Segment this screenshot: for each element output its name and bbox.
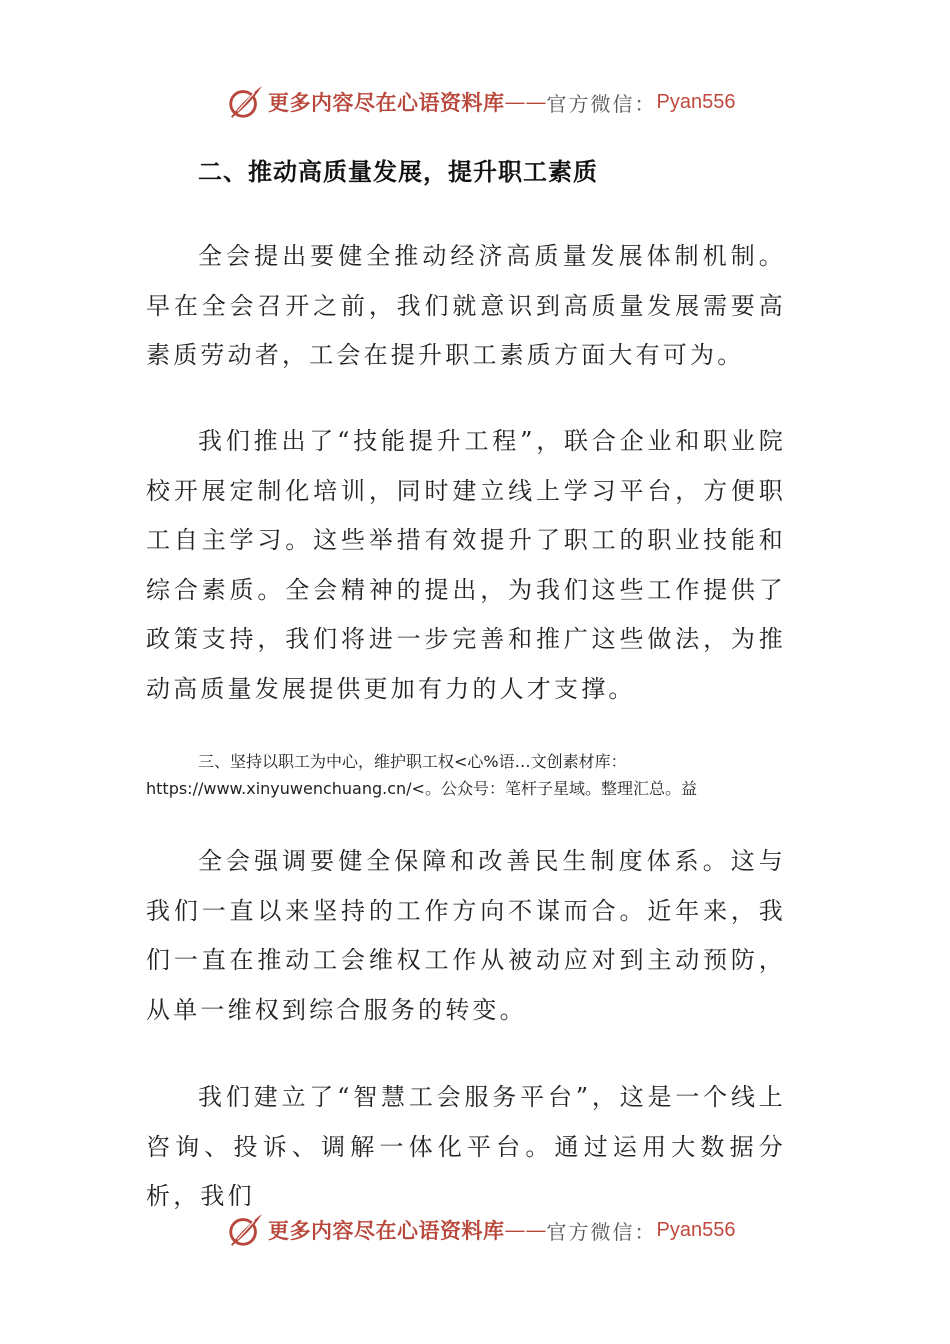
banner-wechat-id: Pyan556 (656, 1218, 736, 1241)
banner-official-label: 官方微信： (546, 1219, 657, 1244)
banner-brand-text: 更多内容尽在心语资料库 (268, 1218, 505, 1243)
banner-separator: —— (504, 1218, 547, 1242)
banner-separator: —— (504, 90, 547, 114)
paragraph-3: 全会强调要健全保障和改善民生制度体系。这与我们一直以来坚持的工作方向不谋而合。近年来，我们一直在推动工会维权工作从被动应对到主动预防，从单一维权到综合服务的转变。 (146, 847, 786, 1024)
paragraph-2: 我们推出了“技能提升工程”，联合企业和职业院校开展定制化培训，同时建立线上学习平台，方便职工自主学习。这些举措有效提升了职工的职业技能和综合素质。全会精神的提出，为我们这些工作提供了政策支持，我们将进一步完善和推广这些做法，为推动高质量发展提供更加有力的人才支撑。 (146, 427, 786, 703)
banner-official-label: 官方微信： (546, 91, 657, 116)
subheading-with-watermark: 三、坚持以职工为中心，维护职工权<心%语…文创素材库：https://www.xinyuwenchuang.cn/<。公众号：笔杆子星域。整理汇总。益 (146, 752, 697, 798)
banner-brand-text: 更多内容尽在心语资料库 (268, 90, 505, 115)
header-banner (226, 82, 735, 122)
paragraph-1: 全会提出要健全推动经济高质量发展体制机制。早在全会召开之前，我们就意识到高质量发展需要高素质劳动者，工会在提升职工素质方面大有可为。 (146, 242, 786, 369)
paragraph-4: 我们建立了“智慧工会服务平台”，这是一个线上咨询、投诉、调解一体化平台。通过运用大数据分析，我们 (146, 1083, 786, 1210)
section-heading: 二、推动高质量发展，提升职工素质 (198, 158, 598, 186)
quill-logo-icon (226, 83, 264, 121)
quill-logo-icon (226, 1211, 264, 1249)
footer-banner (226, 1210, 735, 1250)
banner-wechat-id: Pyan556 (656, 90, 736, 113)
